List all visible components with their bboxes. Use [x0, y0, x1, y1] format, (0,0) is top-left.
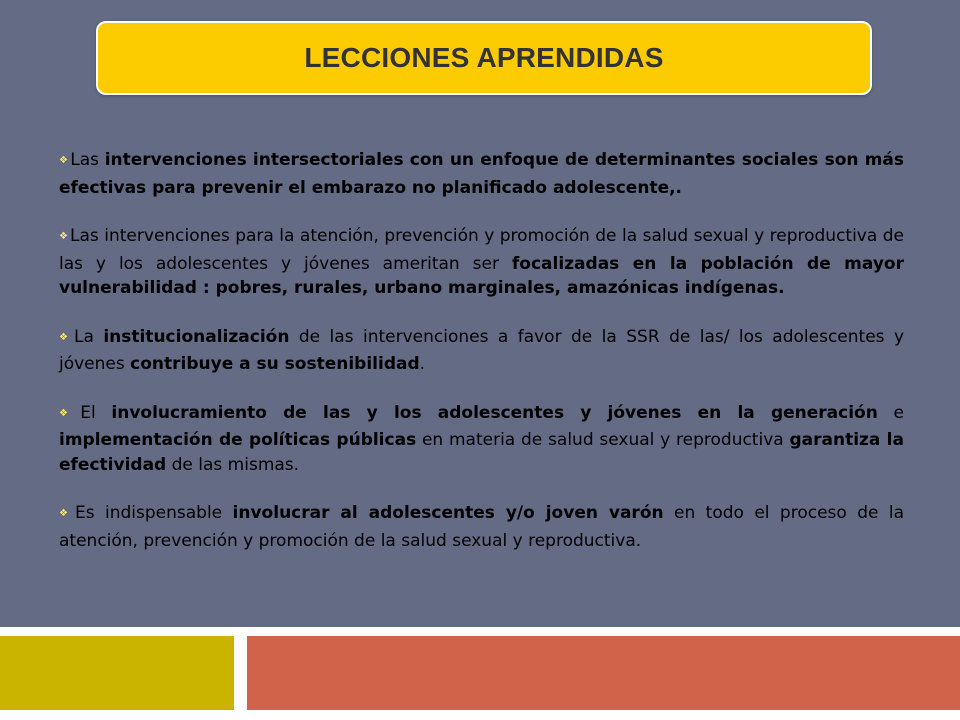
lesson-text: en materia de salud sexual y reproductiva — [416, 430, 790, 450]
lesson-text: Las intervenciones para la atención, prevención y promoción de la salud sexual y reproductiva de las y los adolescentes y jóvenes ameritan ser — [59, 226, 905, 274]
lesson-item — [59, 501, 904, 553]
lesson-text: en todo el proceso de la atención, prevención y promoción de la salud sexual y reproductiva. — [59, 503, 905, 551]
lesson-item — [59, 325, 904, 377]
diamond-dots-bullet-icon: ❖ — [59, 331, 72, 343]
lesson-text-bold: intervenciones intersectoriales con un enfoque de determinantes sociales son más efectivas para prevenir el embarazo no planificado adolescente,. — [59, 150, 904, 198]
diamond-dots-bullet-icon: ❖ — [59, 155, 69, 166]
lesson-item — [59, 401, 904, 478]
lesson-text: El — [80, 402, 112, 423]
lesson-text: . — [419, 354, 426, 374]
lesson-item — [59, 148, 904, 200]
diamond-dots-bullet-icon: ❖ — [59, 407, 79, 419]
lesson-text: Es indispensable — [74, 503, 233, 523]
lesson-text: e — [877, 402, 904, 423]
lesson-text: Las — [70, 150, 105, 170]
lesson-text: de las intervenciones a favor de la SSR de las/ los adolescentes y jóvenes — [59, 326, 905, 374]
lesson-text-bold: garantiza la efectividad — [59, 430, 904, 475]
lesson-text: La — [74, 326, 104, 347]
accent-bar-right — [247, 636, 960, 710]
title-banner — [96, 21, 872, 95]
lesson-item — [59, 224, 904, 301]
lesson-text-bold: contribuye a su sostenibilidad — [130, 354, 420, 374]
accent-bar-left — [0, 636, 234, 710]
diamond-dots-bullet-icon: ❖ — [59, 231, 69, 242]
slide-title: LECCIONES APRENDIDAS — [304, 42, 664, 73]
lesson-text-bold: institucionalización — [103, 326, 290, 347]
diamond-dots-bullet-icon: ❖ — [59, 508, 73, 519]
lesson-text: de las mismas. — [166, 454, 300, 475]
lesson-text-bold: involucramiento de las y los adolescentes y jóvenes en la generación — [111, 402, 878, 423]
lesson-text-bold: involucrar al adolescentes y/o joven varón — [232, 503, 664, 523]
lessons-list — [59, 148, 904, 577]
lesson-text-bold: focalizadas en la población de mayor vulnerabilidad : pobres, rurales, urbano marginales, amazónicas indígenas. — [59, 253, 904, 298]
lesson-text-bold: implementación de políticas públicas — [59, 430, 417, 450]
